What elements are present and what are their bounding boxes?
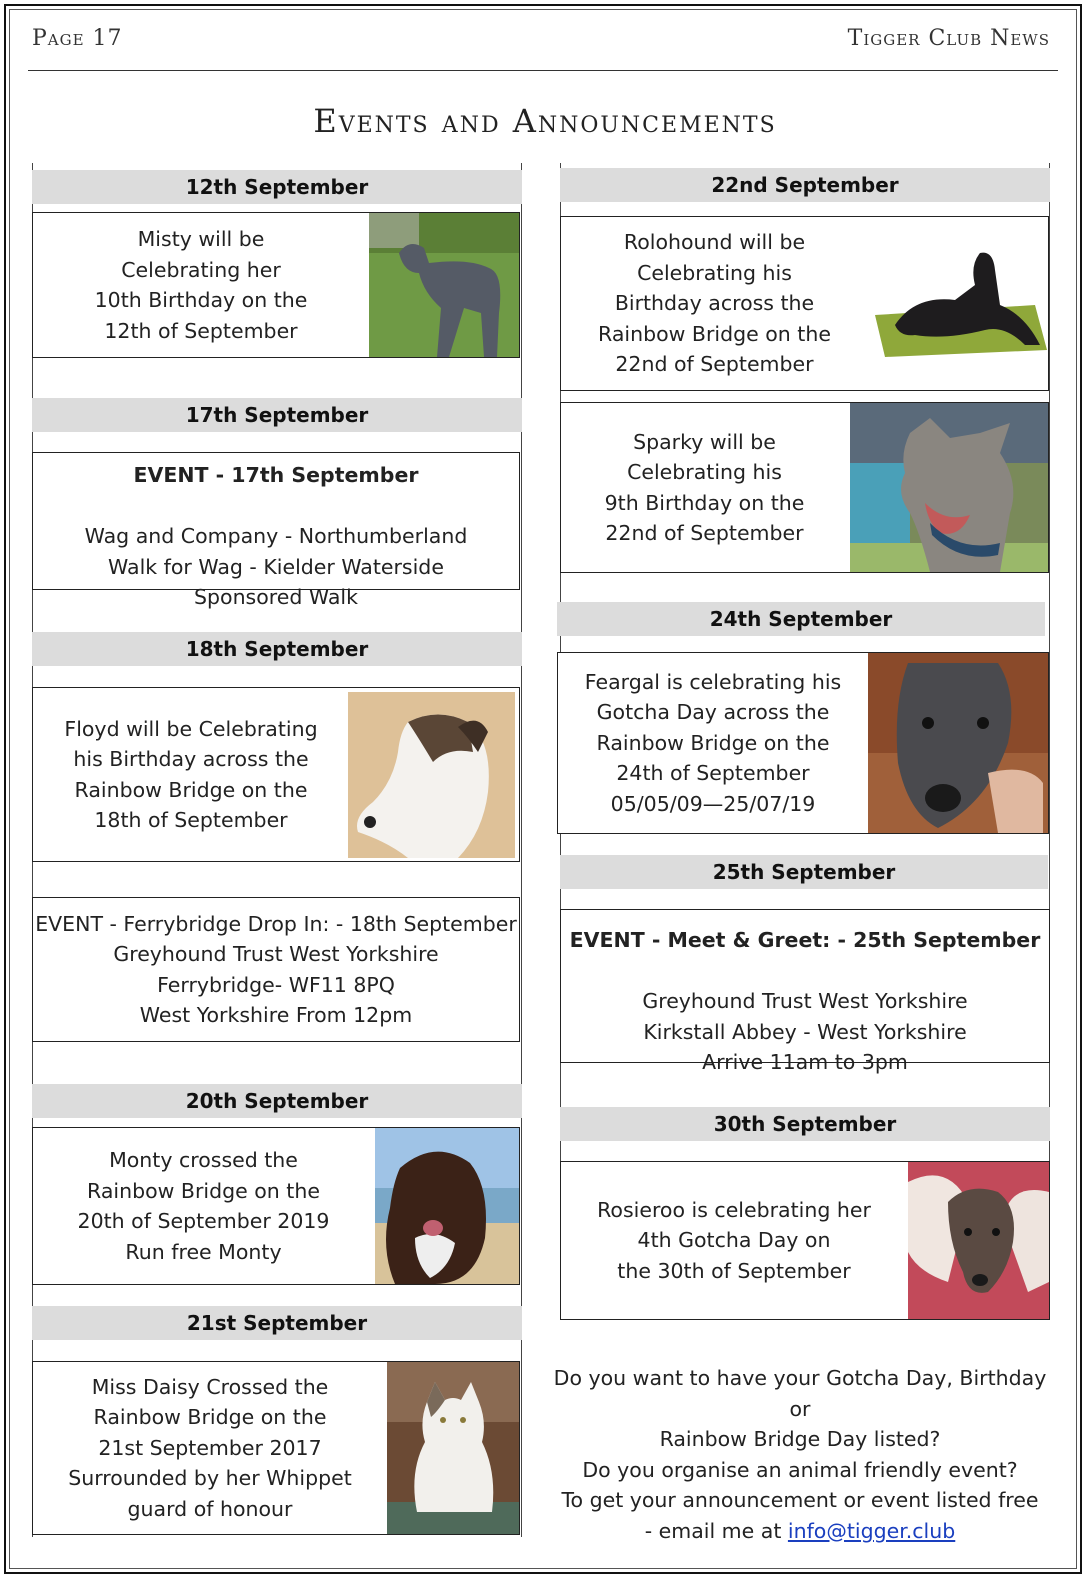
invitation-line-5 [540, 1516, 1060, 1547]
publication-name: Tigger Club News [847, 26, 1050, 51]
announcement-text: Misty will be Celebrating her 10th Birthday on the 12th of September [94, 227, 308, 343]
sparky-photo [850, 403, 1048, 572]
page-number: Page 17 [32, 26, 123, 51]
invitation-line-4: To get your announcement or event listed free [561, 1488, 1039, 1512]
announcement-text: Floyd will be Celebrating his Birthday across the Rainbow Bridge on the 18th of September [64, 716, 318, 832]
event-heading: EVENT - 17th September [133, 463, 419, 487]
event-ferrybridge-drop-in [32, 897, 520, 1042]
date-band-21-sep: 21st September [32, 1306, 522, 1340]
invitation-line-3: Do you organise an animal friendly event? [582, 1457, 1018, 1482]
whippet-photo-icon [850, 403, 1048, 572]
floyd-photo [348, 692, 515, 858]
announcement-text: Feargal is celebrating his Gotcha Day across the Rainbow Bridge on the 24th of September 05/05/09—25/07/19 [584, 669, 842, 816]
announcement-text: Rosieroo is celebrating her 4th Gotcha Day on the 30th of September [597, 1197, 871, 1283]
event-text [33, 430, 519, 613]
event-kielder-walk [32, 452, 520, 609]
daisy-photo [387, 1362, 519, 1534]
announcement-text: Miss Daisy Crossed the Rainbow Bridge on the 21st September 2017 Surrounded by her Whippet guard of honour [68, 1374, 352, 1521]
invitation-line-2: Rainbow Bridge Day listed? [659, 1427, 941, 1451]
monty-photo [375, 1128, 519, 1284]
header-rule [28, 70, 1058, 71]
greyhound-photo-icon [369, 213, 519, 357]
greyhound-photo-icon [875, 245, 1047, 360]
event-meet-and-greet [560, 909, 1050, 1074]
email-link[interactable]: info@tigger.club [787, 1518, 956, 1543]
feargal-photo [868, 653, 1048, 833]
listing-invitation [540, 1363, 1060, 1546]
date-band-18-sep: 18th September [32, 632, 522, 666]
event-details: Greyhound Trust West Yorkshire Kirkstall Abbey - West Yorkshire Arrive 11am to 3pm [642, 989, 968, 1074]
invitation-line-1: Do you want to have your Gotcha Day, Birthday or [553, 1366, 1047, 1421]
date-band-22-sep: 22nd September [560, 168, 1050, 202]
date-band-30-sep: 30th September [560, 1107, 1050, 1141]
rolohound-photo [875, 245, 1047, 360]
announcement-text: Monty crossed the Rainbow Bridge on the 20th of September 2019 Run free Monty [77, 1148, 330, 1264]
greyhound-head-photo-icon [348, 692, 515, 858]
date-band-12-sep: 12th September [32, 170, 522, 204]
page-title: Events and Announcements [313, 102, 777, 140]
event-details: Wag and Company - Northumberland Walk for Wag - Kielder Waterside Sponsored Walk [84, 524, 468, 609]
date-band-25-sep: 25th September [560, 855, 1048, 889]
announcement-text: Sparky will be Celebrating his 9th Birthday on the 22nd of September [604, 429, 805, 545]
event-heading: EVENT - Meet & Greet: - 25th September [569, 928, 1041, 952]
date-band-17-sep: 17th September [32, 398, 522, 432]
event-text: EVENT - Ferrybridge Drop In: - 18th September Greyhound Trust West Yorkshire Ferrybridge- WF11 8PQ West Yorkshire From 12pm [35, 911, 517, 1027]
spaniel-photo-icon [375, 1128, 519, 1284]
email-prefix: - email me at [644, 1518, 788, 1543]
cat-photo-icon [387, 1362, 519, 1534]
event-text [561, 895, 1049, 1078]
date-band-24-sep: 24th September [557, 602, 1045, 636]
whippet-blanket-photo-icon [908, 1162, 1049, 1319]
misty-photo [369, 213, 519, 357]
date-band-20-sep: 20th September [32, 1084, 522, 1118]
announcement-text: Rolohound will be Celebrating his Birthday across the Rainbow Bridge on the 22nd of September [598, 230, 831, 377]
rosieroo-photo [908, 1162, 1049, 1319]
greyhound-closeup-photo-icon [868, 653, 1048, 833]
